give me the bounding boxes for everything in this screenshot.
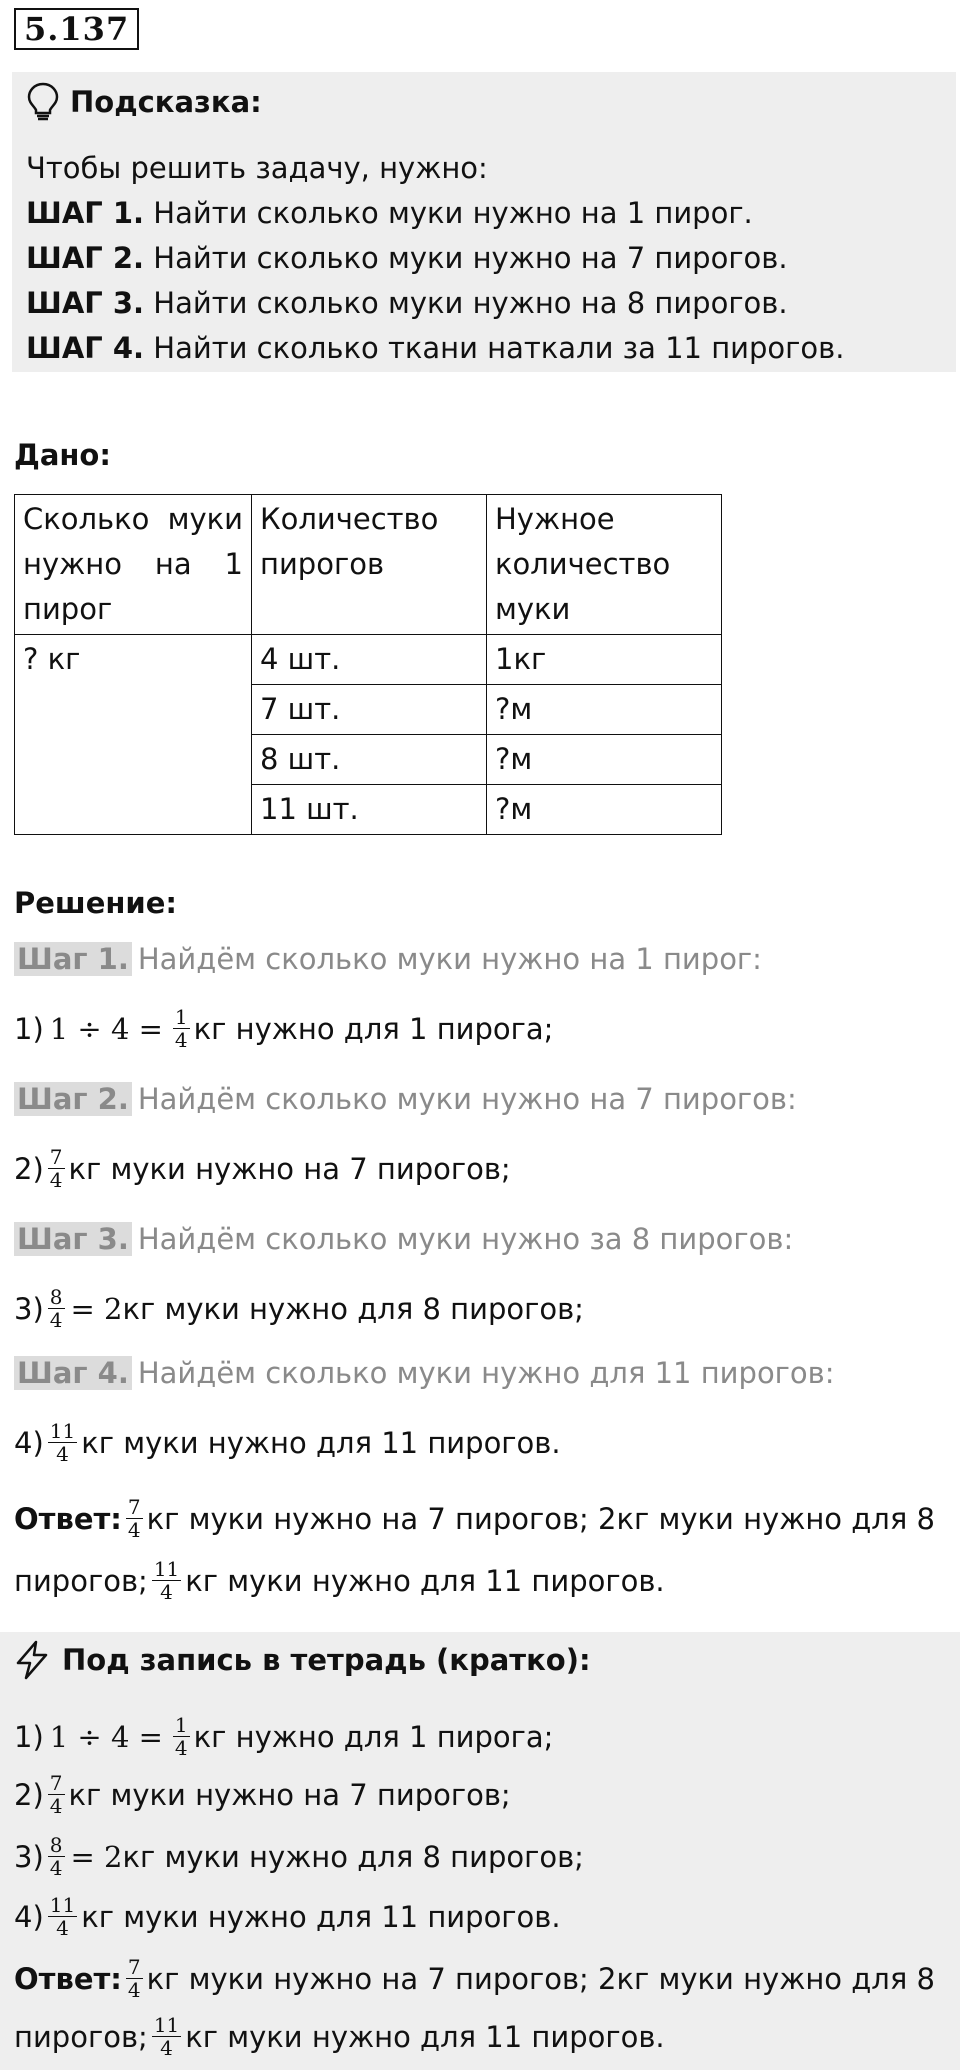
solution-title: Решение: (14, 886, 178, 920)
hint-step: ШАГ 2. Найти сколько муки нужно на 7 пирогов. (26, 241, 788, 275)
brief-line-4: 4) $\frac{11}{4}$ кг муки нужно для 11 пирогов. (14, 1893, 561, 1940)
solution-step-4: Шаг 4. Найдём сколько муки нужно для 11 пирогов: (14, 1356, 835, 1390)
problem-number: 5.137 (14, 8, 139, 50)
header-cell: Сколько муки нужно на 1 пирог (15, 495, 252, 635)
table-cell: 8 шт. (252, 735, 487, 785)
hint-step: ШАГ 4. Найти сколько ткани наткали за 11 пирогов. (26, 331, 845, 365)
solution-step-3: Шаг 3. Найдём сколько муки нужно за 8 пирогов: (14, 1222, 793, 1256)
table-cell: ?м (487, 785, 722, 835)
brief-answer-line-2: пирогов; $\frac{11}{4}$ кг муки нужно для 11 пирогов. (14, 2013, 665, 2060)
table-row (15, 635, 722, 685)
solution-step-2: Шаг 2. Найдём сколько муки нужно на 7 пирогов: (14, 1082, 797, 1116)
table-cell: ?м (487, 735, 722, 785)
table-cell: 1кг (487, 635, 722, 685)
fraction: $\frac{11}{4}$ (153, 2013, 180, 2060)
solution-line-1: 1) 1 ÷ 4 = $\frac{1}{4}$ кг нужно для 1 пирога; (14, 1005, 554, 1052)
table-cell: ?м (487, 685, 722, 735)
header-cell: Нужное количество муки (487, 495, 722, 635)
fraction: $\frac{8}{4}$ (49, 1285, 63, 1332)
hint-intro: Чтобы решить задачу, нужно: (26, 151, 488, 185)
fraction: $\frac{7}{4}$ (49, 1145, 63, 1192)
brief-answer-line-1: Ответ: $\frac{7}{4}$ кг муки нужно на 7 пирогов; 2кг муки нужно для 8 (14, 1955, 935, 2002)
fraction: $\frac{7}{4}$ (127, 1495, 141, 1542)
header-cell: Количество пирогов (252, 495, 487, 635)
fraction: $\frac{1}{4}$ (174, 1713, 188, 1760)
fraction: $\frac{7}{4}$ (127, 1955, 141, 2002)
given-title: Дано: (14, 438, 111, 472)
solution-line-2: 2) $\frac{7}{4}$ кг муки нужно на 7 пирогов; (14, 1145, 511, 1192)
table-cell: 7 шт. (252, 685, 487, 735)
answer-line-1: Ответ: $\frac{7}{4}$ кг муки нужно на 7 пирогов; 2кг муки нужно для 8 (14, 1495, 935, 1542)
given-table (14, 494, 722, 835)
fraction: $\frac{11}{4}$ (153, 1557, 180, 1604)
solution-line-3: 3) $\frac{8}{4}$ = 2 кг муки нужно для 8 пирогов; (14, 1285, 584, 1332)
hint-step: ШАГ 1. Найти сколько муки нужно на 1 пирог. (26, 196, 753, 230)
fraction: $\frac{8}{4}$ (49, 1833, 63, 1880)
hint-box (12, 72, 956, 372)
solution-line-4: 4) $\frac{11}{4}$ кг муки нужно для 11 пирогов. (14, 1419, 561, 1466)
hint-title: Подсказка: (26, 82, 262, 122)
hint-step: ШАГ 3. Найти сколько муки нужно на 8 пирогов. (26, 286, 788, 320)
lightning-icon (12, 1640, 52, 1680)
solution-step-1: Шаг 1. Найдём сколько муки нужно на 1 пирог: (14, 942, 762, 976)
table-row (15, 495, 722, 635)
table-cell: 4 шт. (252, 635, 487, 685)
fraction: $\frac{11}{4}$ (49, 1893, 76, 1940)
brief-title: Под запись в тетрадь (кратко): (12, 1640, 591, 1680)
answer-line-2: пирогов; $\frac{11}{4}$ кг муки нужно для 11 пирогов. (14, 1557, 665, 1604)
lightbulb-icon (26, 82, 60, 122)
brief-line-1: 1) 1 ÷ 4 = $\frac{1}{4}$ кг нужно для 1 пирога; (14, 1713, 554, 1760)
fraction: $\frac{1}{4}$ (174, 1005, 188, 1052)
table-cell: 11 шт. (252, 785, 487, 835)
table-cell: ? кг (15, 635, 252, 835)
fraction: $\frac{11}{4}$ (49, 1419, 76, 1466)
brief-line-2: 2) $\frac{7}{4}$ кг муки нужно на 7 пирогов; (14, 1771, 511, 1818)
fraction: $\frac{7}{4}$ (49, 1771, 63, 1818)
brief-line-3: 3) $\frac{8}{4}$ = 2 кг муки нужно для 8 пирогов; (14, 1833, 584, 1880)
